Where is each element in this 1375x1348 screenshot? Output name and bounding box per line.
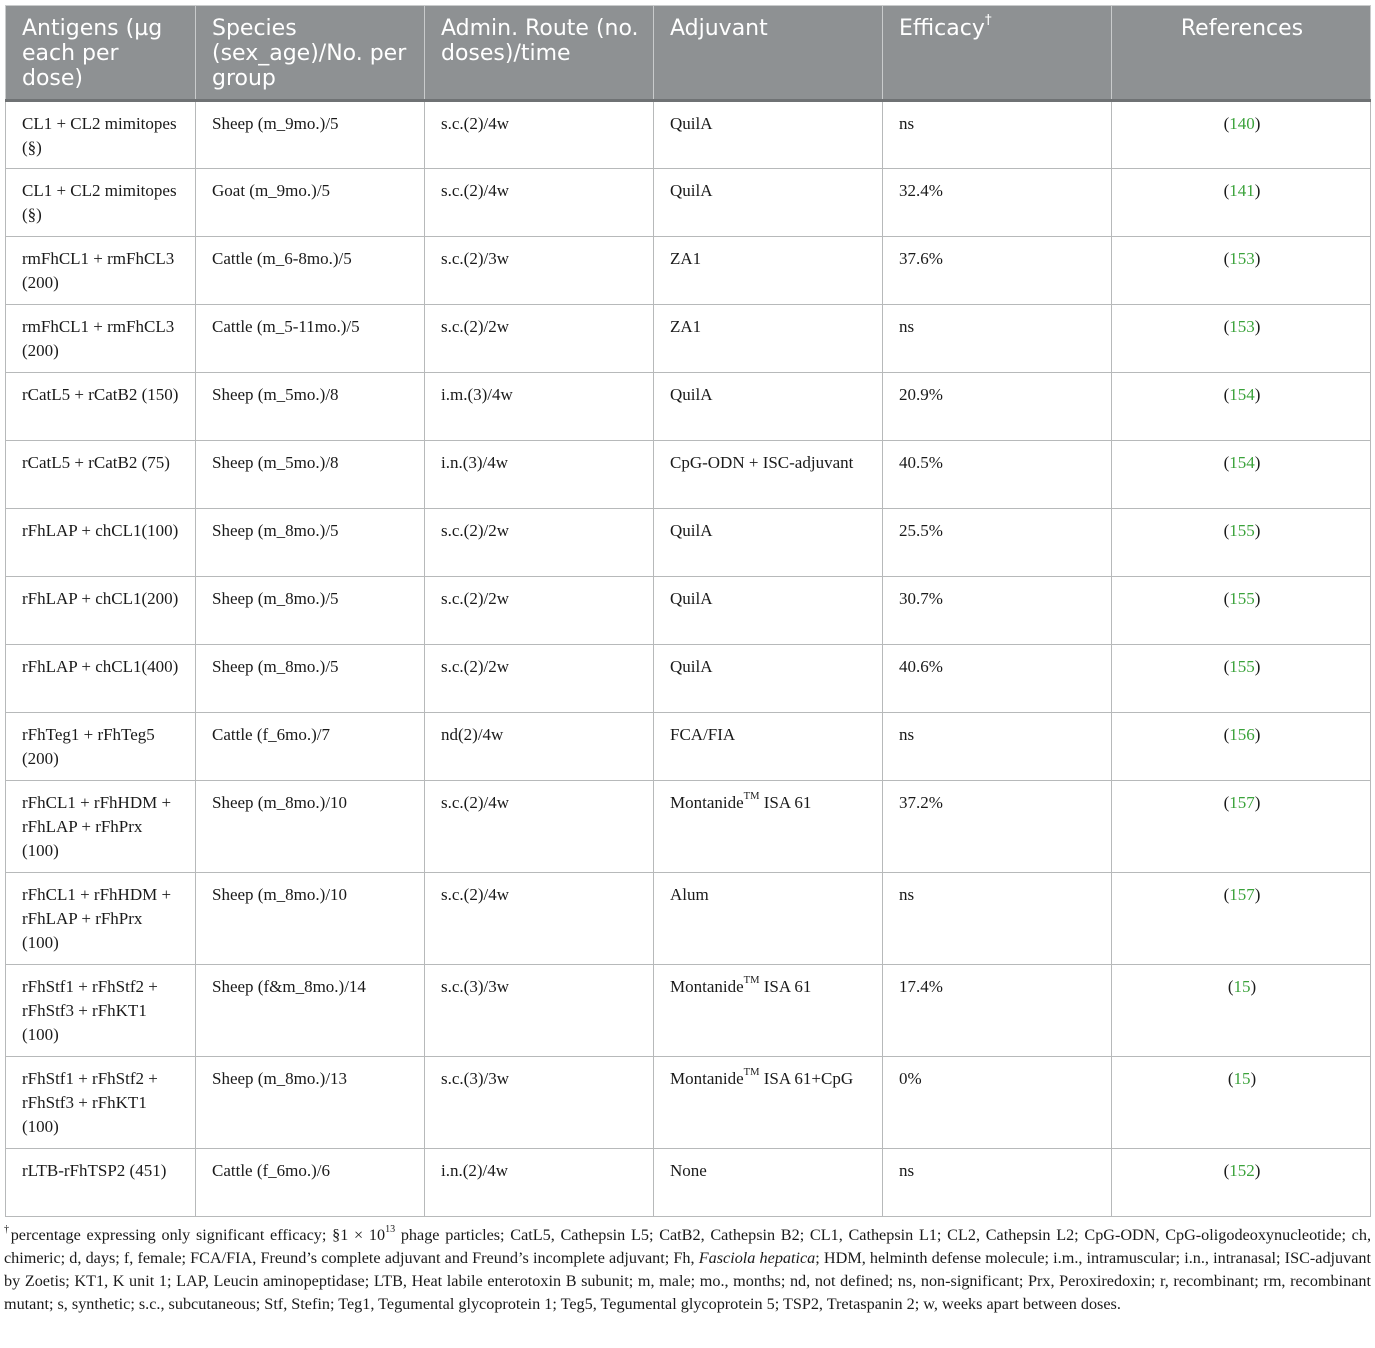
cell-adjuvant: [654, 169, 883, 237]
cell-species: Sheep (m_8mo.)/10: [196, 873, 425, 965]
cell-route: s.c.(2)/4w: [425, 873, 654, 965]
cell-adjuvant: [654, 577, 883, 645]
cell-antigens: rLTB-rFhTSP2 (451): [6, 1149, 196, 1217]
cell-route: i.n.(2)/4w: [425, 1149, 654, 1217]
header-antigens: Antigens (µg each per dose): [6, 6, 196, 101]
reference-link[interactable]: 15: [1233, 977, 1251, 996]
reference-link[interactable]: 154: [1229, 385, 1255, 404]
table-row: [6, 713, 1371, 781]
cell-adjuvant: [654, 237, 883, 305]
table-row: [6, 305, 1371, 373]
cell-efficacy: 25.5%: [883, 509, 1112, 577]
ref-close-paren: ): [1254, 317, 1261, 336]
reference-link[interactable]: 154: [1229, 453, 1255, 472]
cell-efficacy: ns: [883, 101, 1112, 169]
cell-reference: [1112, 713, 1371, 781]
ref-close-paren: ): [1254, 385, 1261, 404]
footnote-text-3: ; HDM, helminth defense molecule; i.m., intramuscular; i.n., intranasal; ISC-adjuvant by Zoetis; KT1, K unit 1; LAP, Leucin aminopeptidase; LTB, Heat labile enterotoxin B subunit; m, male; mo., months; nd, not defined; ns, non-significant; Prx, Peroxiredoxin; r, recombinant; rm, recombinant mutant; s, synthetic; s.c., subcutaneous; Stf, Stefin; Teg1, Tegumental glycoprotein 1; Teg5, Tegumental glycoprotein 5; TSP2, Tretaspanin 2; w, weeks apart between doses.: [4, 1249, 1371, 1313]
reference-link[interactable]: 155: [1229, 521, 1255, 540]
cell-reference: [1112, 1149, 1371, 1217]
reference-link[interactable]: 153: [1229, 317, 1255, 336]
table-row: [6, 509, 1371, 577]
adjuvant-name: QuilA: [670, 521, 713, 540]
cell-species: Cattle (m_5-11mo.)/5: [196, 305, 425, 373]
cell-route: s.c.(2)/3w: [425, 237, 654, 305]
cell-reference: [1112, 965, 1371, 1057]
cell-antigens: rFhLAP + chCL1(100): [6, 509, 196, 577]
cell-adjuvant: [654, 645, 883, 713]
ref-close-paren: ): [1254, 885, 1261, 904]
footnote-species-italic: Fasciola hepatica: [698, 1249, 816, 1267]
ref-close-paren: ): [1254, 657, 1261, 676]
cell-antigens: rCatL5 + rCatB2 (150): [6, 373, 196, 441]
reference-link[interactable]: 155: [1229, 589, 1255, 608]
cell-species: Cattle (f_6mo.)/7: [196, 713, 425, 781]
ref-open-paren: (: [1223, 793, 1230, 812]
adjuvant-name: QuilA: [670, 385, 713, 404]
cell-reference: [1112, 1057, 1371, 1149]
cell-reference: [1112, 781, 1371, 873]
cell-species: Sheep (m_8mo.)/10: [196, 781, 425, 873]
cell-antigens: rFhCL1 + rFhHDM + rFhLAP + rFhPrx (100): [6, 781, 196, 873]
reference-link[interactable]: 141: [1229, 181, 1255, 200]
adjuvant-name: Alum: [670, 885, 709, 904]
cell-efficacy: 40.6%: [883, 645, 1112, 713]
cell-reference: [1112, 305, 1371, 373]
cell-efficacy: 37.6%: [883, 237, 1112, 305]
ref-close-paren: ): [1254, 521, 1261, 540]
ref-close-paren: ): [1254, 1161, 1261, 1180]
table-row: [6, 965, 1371, 1057]
cell-route: s.c.(2)/4w: [425, 169, 654, 237]
cell-adjuvant: [654, 873, 883, 965]
dagger-mark: †: [984, 11, 992, 28]
header-adjuvant: Adjuvant: [654, 6, 883, 101]
cell-route: s.c.(3)/3w: [425, 965, 654, 1057]
table-row: [6, 645, 1371, 713]
reference-link[interactable]: 153: [1229, 249, 1255, 268]
table-body: [6, 101, 1371, 1217]
cell-reference: [1112, 101, 1371, 169]
cell-reference: [1112, 577, 1371, 645]
cell-route: s.c.(2)/4w: [425, 101, 654, 169]
adjuvant-suffix: ISA 61+CpG: [759, 1069, 854, 1088]
adjuvant-name: Montanide: [670, 793, 744, 812]
ref-close-paren: ): [1254, 725, 1261, 744]
reference-link[interactable]: 157: [1229, 885, 1255, 904]
trademark-sup: TM: [743, 791, 760, 803]
header-species: Species (sex_age)/No. per group: [196, 6, 425, 101]
ref-close-paren: ): [1254, 249, 1261, 268]
adjuvant-name: QuilA: [670, 114, 713, 133]
table-footnote: [4, 1224, 1371, 1316]
ref-close-paren: ): [1250, 1069, 1257, 1088]
table-row: [6, 169, 1371, 237]
footnote-text-2: phage particles; CatL5, Cathepsin L5; CatB2, Cathepsin B2; CL1, Cathepsin L1; CL2, Cathepsin L2; CpG-ODN, CpG-oligodeoxynucleotide; ch, chimeric; d, days; f, female; FCA/FIA, Freund’s complete adjuvant and Freund’s incomplete adjuvant; Fh,: [4, 1226, 1371, 1267]
table-row: [6, 577, 1371, 645]
cell-reference: [1112, 237, 1371, 305]
ref-close-paren: ): [1250, 977, 1257, 996]
ref-open-paren: (: [1223, 725, 1230, 744]
cell-antigens: rFhCL1 + rFhHDM + rFhLAP + rFhPrx (100): [6, 873, 196, 965]
ref-open-paren: (: [1223, 385, 1230, 404]
cell-efficacy: 0%: [883, 1057, 1112, 1149]
ref-open-paren: (: [1227, 1069, 1234, 1088]
reference-link[interactable]: 157: [1229, 793, 1255, 812]
cell-species: Sheep (f&m_8mo.)/14: [196, 965, 425, 1057]
table-row: [6, 873, 1371, 965]
ref-open-paren: (: [1223, 317, 1230, 336]
vaccine-table-container: [5, 5, 1370, 1217]
reference-link[interactable]: 155: [1229, 657, 1255, 676]
cell-route: s.c.(2)/4w: [425, 781, 654, 873]
cell-adjuvant: [654, 305, 883, 373]
cell-species: Goat (m_9mo.)/5: [196, 169, 425, 237]
adjuvant-name: QuilA: [670, 589, 713, 608]
cell-species: Sheep (m_9mo.)/5: [196, 101, 425, 169]
cell-efficacy: 17.4%: [883, 965, 1112, 1057]
trademark-sup: TM: [743, 975, 760, 987]
cell-adjuvant: [654, 781, 883, 873]
cell-species: Sheep (m_8mo.)/5: [196, 577, 425, 645]
cell-adjuvant: [654, 441, 883, 509]
cell-antigens: rFhStf1 + rFhStf2 + rFhStf3 + rFhKT1 (100): [6, 1057, 196, 1149]
cell-efficacy: ns: [883, 305, 1112, 373]
adjuvant-name: Montanide: [670, 977, 744, 996]
adjuvant-name: Montanide: [670, 1069, 744, 1088]
header-references: References: [1112, 6, 1371, 101]
ref-close-paren: ): [1254, 114, 1261, 133]
adjuvant-name: FCA/FIA: [670, 725, 736, 744]
cell-antigens: rFhStf1 + rFhStf2 + rFhStf3 + rFhKT1 (100): [6, 965, 196, 1057]
cell-route: s.c.(2)/2w: [425, 509, 654, 577]
reference-link[interactable]: 15: [1233, 1069, 1251, 1088]
ref-close-paren: ): [1254, 589, 1261, 608]
adjuvant-name: QuilA: [670, 657, 713, 676]
header-route: Admin. Route (no. doses)/time: [425, 6, 654, 101]
vaccine-trials-table: [5, 5, 1371, 1217]
reference-link[interactable]: 152: [1229, 1161, 1255, 1180]
adjuvant-suffix: ISA 61: [759, 977, 812, 996]
table-row: [6, 781, 1371, 873]
cell-antigens: rFhLAP + chCL1(400): [6, 645, 196, 713]
ref-close-paren: ): [1254, 793, 1261, 812]
adjuvant-name: ZA1: [670, 249, 702, 268]
cell-reference: [1112, 169, 1371, 237]
ref-open-paren: (: [1223, 657, 1230, 676]
cell-antigens: rFhTeg1 + rFhTeg5 (200): [6, 713, 196, 781]
ref-open-paren: (: [1223, 114, 1230, 133]
cell-adjuvant: [654, 509, 883, 577]
adjuvant-name: CpG-ODN + ISC-adjuvant: [670, 453, 854, 472]
footnote-exponent: 13: [385, 1223, 396, 1235]
cell-reference: [1112, 441, 1371, 509]
ref-close-paren: ): [1254, 181, 1261, 200]
footnote-dagger: †: [4, 1223, 11, 1235]
cell-efficacy: ns: [883, 873, 1112, 965]
cell-adjuvant: [654, 965, 883, 1057]
cell-antigens: CL1 + CL2 mimitopes (§): [6, 101, 196, 169]
ref-open-paren: (: [1223, 521, 1230, 540]
cell-route: nd(2)/4w: [425, 713, 654, 781]
header-efficacy: [883, 6, 1112, 101]
cell-reference: [1112, 373, 1371, 441]
reference-link[interactable]: 156: [1229, 725, 1255, 744]
cell-antigens: rmFhCL1 + rmFhCL3 (200): [6, 305, 196, 373]
adjuvant-name: ZA1: [670, 317, 702, 336]
cell-antigens: rCatL5 + rCatB2 (75): [6, 441, 196, 509]
ref-open-paren: (: [1223, 181, 1230, 200]
cell-antigens: rFhLAP + chCL1(200): [6, 577, 196, 645]
cell-efficacy: 40.5%: [883, 441, 1112, 509]
cell-species: Sheep (m_5mo.)/8: [196, 441, 425, 509]
ref-open-paren: (: [1227, 977, 1234, 996]
cell-species: Sheep (m_8mo.)/5: [196, 645, 425, 713]
cell-reference: [1112, 873, 1371, 965]
cell-species: Sheep (m_8mo.)/13: [196, 1057, 425, 1149]
cell-efficacy: 20.9%: [883, 373, 1112, 441]
cell-efficacy: ns: [883, 1149, 1112, 1217]
ref-open-paren: (: [1223, 249, 1230, 268]
cell-efficacy: ns: [883, 713, 1112, 781]
table-header-row: [6, 6, 1371, 101]
cell-species: Cattle (m_6-8mo.)/5: [196, 237, 425, 305]
reference-link[interactable]: 140: [1229, 114, 1255, 133]
cell-adjuvant: [654, 373, 883, 441]
cell-adjuvant: [654, 101, 883, 169]
cell-adjuvant: [654, 1149, 883, 1217]
footnote-text-1: percentage expressing only significant efficacy; §1 × 10: [10, 1226, 386, 1244]
cell-antigens: rmFhCL1 + rmFhCL3 (200): [6, 237, 196, 305]
adjuvant-suffix: ISA 61: [759, 793, 812, 812]
cell-route: s.c.(2)/2w: [425, 577, 654, 645]
cell-reference: [1112, 509, 1371, 577]
table-row: [6, 441, 1371, 509]
cell-route: s.c.(2)/2w: [425, 305, 654, 373]
table-row: [6, 1057, 1371, 1149]
table-row: [6, 373, 1371, 441]
ref-open-paren: (: [1223, 453, 1230, 472]
ref-open-paren: (: [1223, 589, 1230, 608]
cell-species: Sheep (m_5mo.)/8: [196, 373, 425, 441]
cell-route: i.n.(3)/4w: [425, 441, 654, 509]
ref-close-paren: ): [1254, 453, 1261, 472]
cell-route: i.m.(3)/4w: [425, 373, 654, 441]
cell-species: Cattle (f_6mo.)/6: [196, 1149, 425, 1217]
table-row: [6, 101, 1371, 169]
cell-antigens: CL1 + CL2 mimitopes (§): [6, 169, 196, 237]
cell-adjuvant: [654, 1057, 883, 1149]
header-efficacy-label: Efficacy: [899, 16, 985, 41]
cell-efficacy: 32.4%: [883, 169, 1112, 237]
trademark-sup: TM: [743, 1067, 760, 1079]
adjuvant-name: None: [670, 1161, 707, 1180]
table-row: [6, 237, 1371, 305]
ref-open-paren: (: [1223, 885, 1230, 904]
cell-reference: [1112, 645, 1371, 713]
adjuvant-name: QuilA: [670, 181, 713, 200]
cell-efficacy: 30.7%: [883, 577, 1112, 645]
cell-adjuvant: [654, 713, 883, 781]
cell-species: Sheep (m_8mo.)/5: [196, 509, 425, 577]
ref-open-paren: (: [1223, 1161, 1230, 1180]
cell-route: s.c.(2)/2w: [425, 645, 654, 713]
table-row: [6, 1149, 1371, 1217]
cell-efficacy: 37.2%: [883, 781, 1112, 873]
cell-route: s.c.(3)/3w: [425, 1057, 654, 1149]
